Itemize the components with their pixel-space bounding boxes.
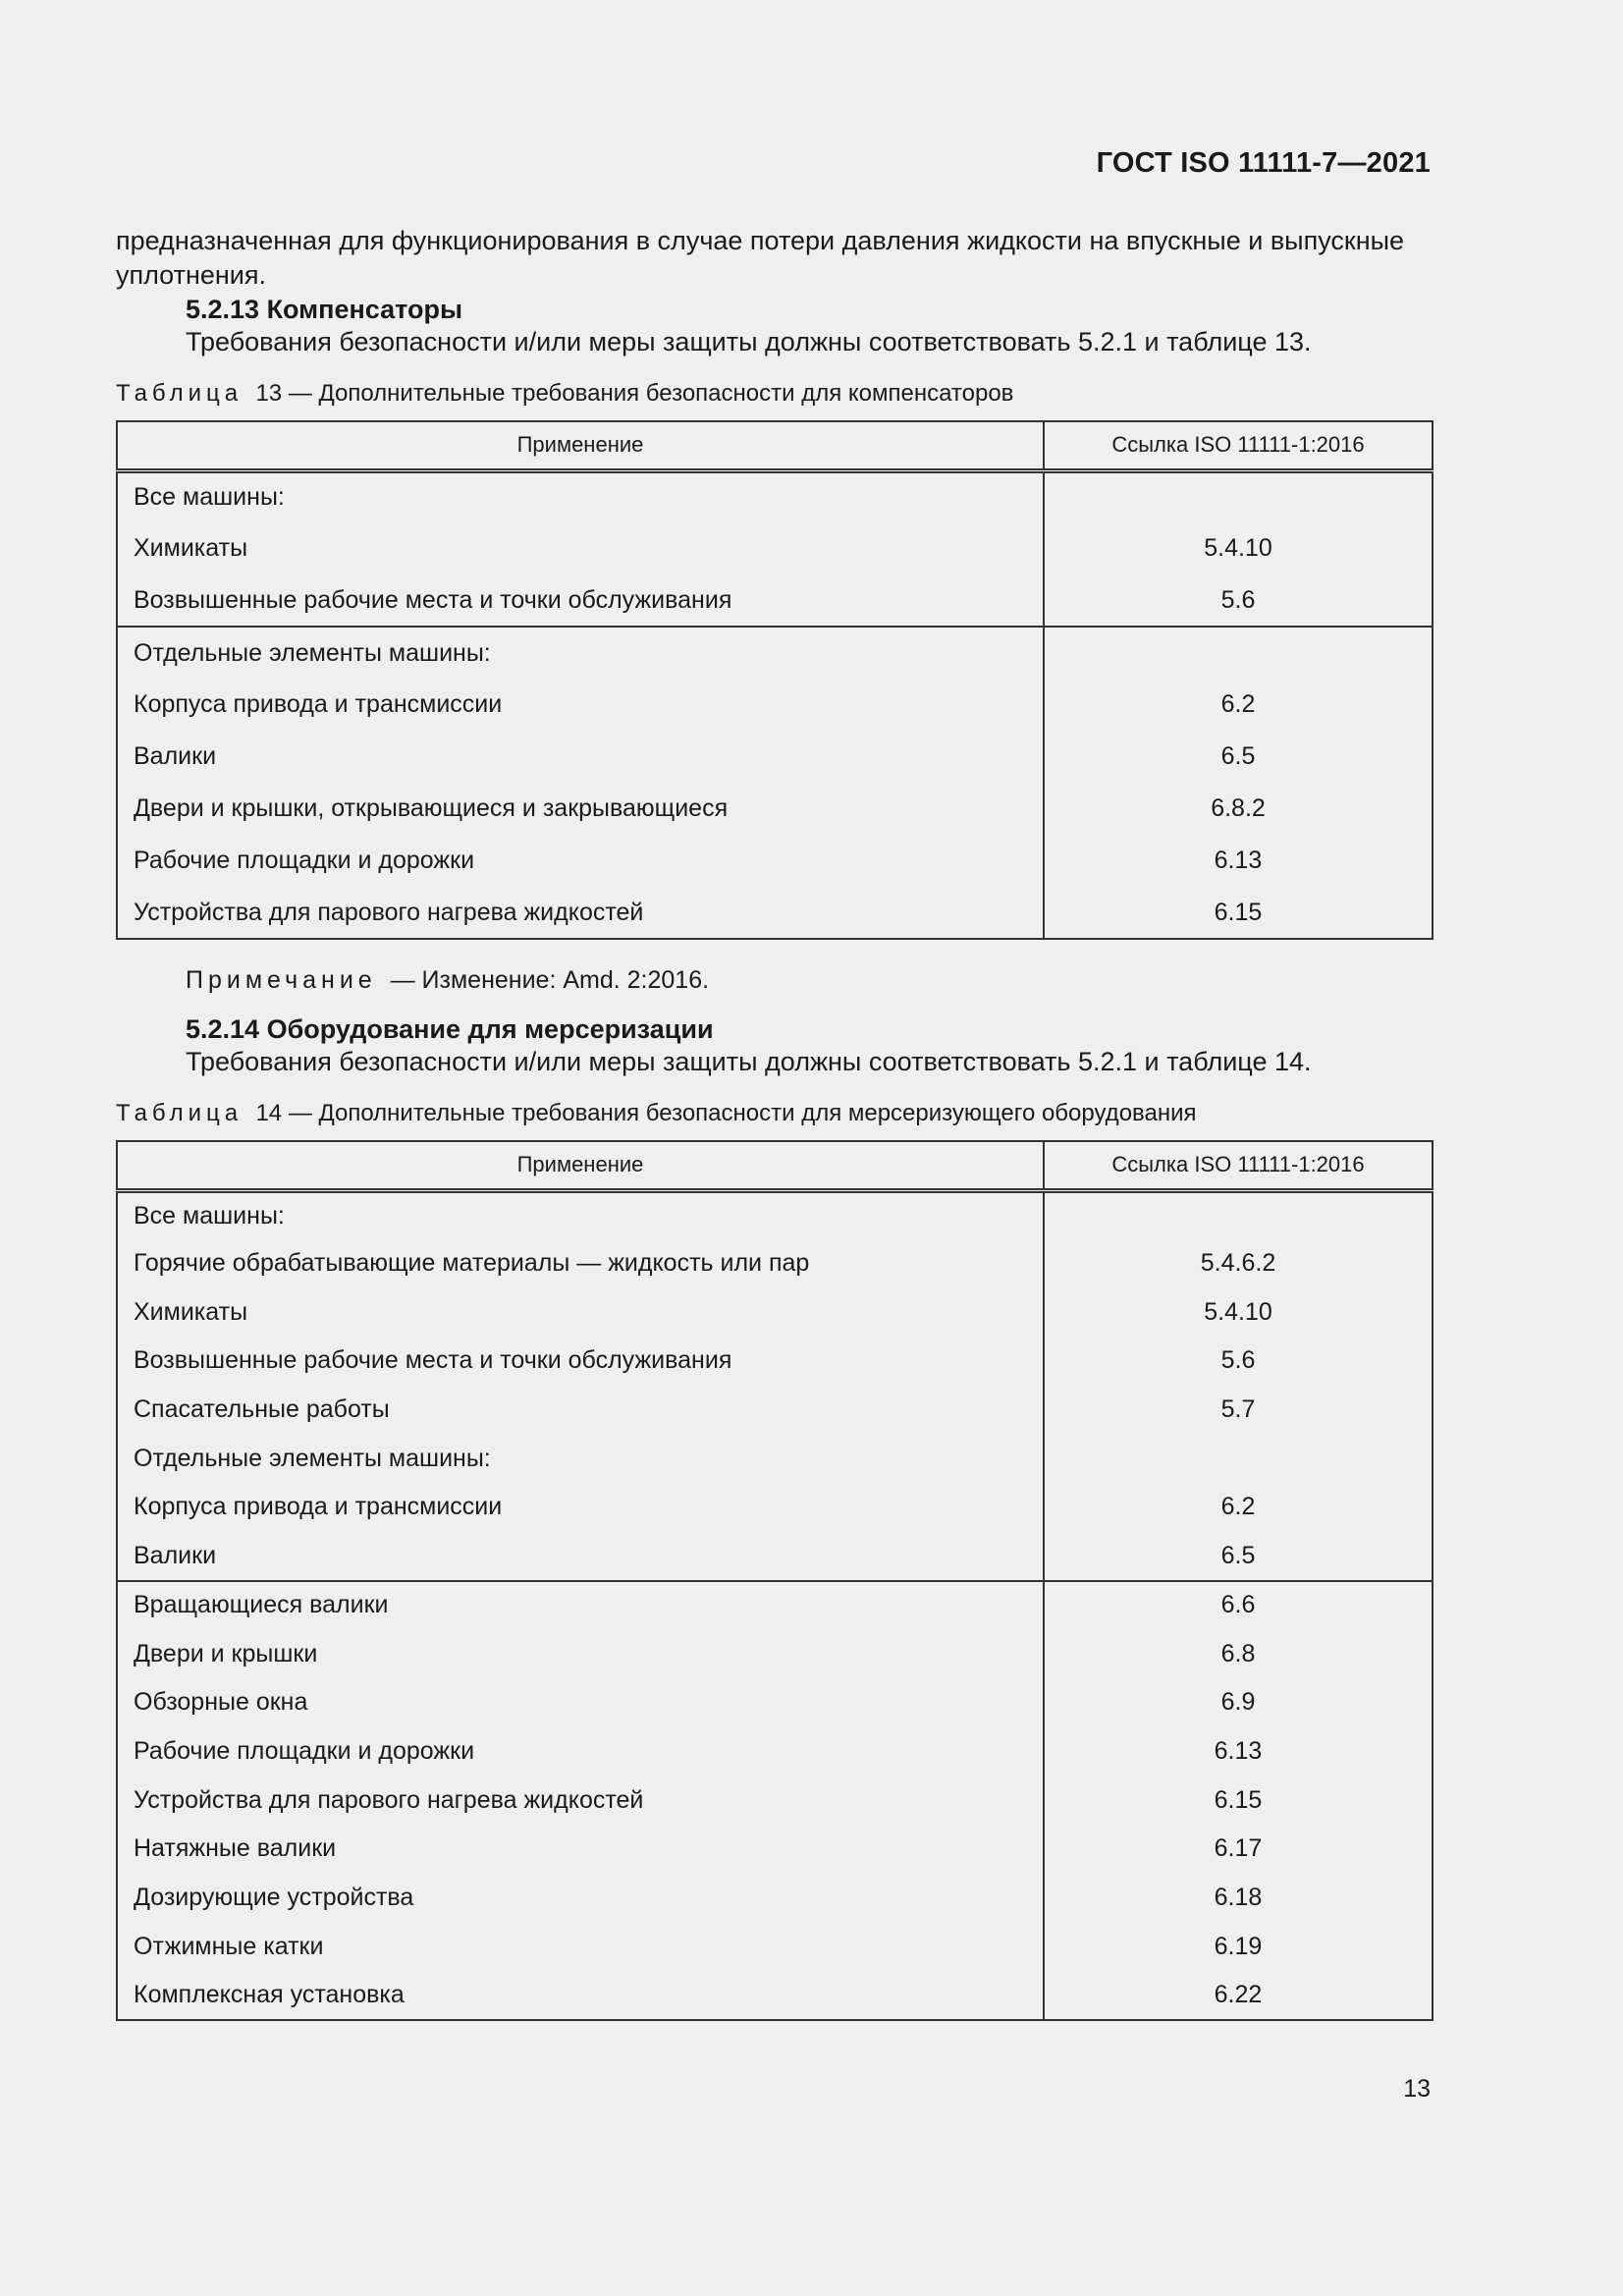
table-14-caption-label: Таблица [116,1100,243,1126]
table-13 [116,420,1434,940]
table-14-row [117,1922,1433,1971]
note-label: Примечание [186,966,377,994]
table-14-application-cell: Возвышенные рабочие места и точки обслуживания [117,1337,1044,1386]
table-14-reference-cell: 6.9 [1044,1678,1433,1727]
table-14-row [117,1874,1433,1923]
table-14-caption-text: 14 — Дополнительные требования безопасности для мерсеризующего оборудования [255,1100,1197,1126]
table-13-reference-cell [1044,627,1433,679]
table-14-row [117,1337,1433,1386]
note-text: — Изменение: Amd. 2:2016. [390,966,710,994]
table-13-reference-cell: 6.8.2 [1044,783,1433,835]
table-14-application-cell: Отжимные катки [117,1922,1044,1971]
table-14-application-cell: Дозирующие устройства [117,1874,1044,1923]
table-13-application-cell: Корпуса привода и трансмиссии [117,679,1044,731]
table-14-row [117,1971,1433,2020]
table-14-application-cell: Спасательные работы [117,1386,1044,1435]
table-14-reference-cell: 6.15 [1044,1776,1433,1825]
table-13-row [117,887,1433,939]
table-14-application-cell: Химикаты [117,1287,1044,1337]
table-13-row [117,522,1433,574]
table-14-row [117,1239,1433,1288]
table-13-reference-cell: 6.5 [1044,731,1433,783]
table-14-header-reference: Ссылка ISO 11111-1:2016 [1044,1141,1433,1190]
table-13-application-cell: Химикаты [117,522,1044,574]
table-14-reference-cell: 5.4.10 [1044,1287,1433,1337]
table-14-reference-cell: 6.17 [1044,1825,1433,1874]
table-13-application-cell: Рабочие площадки и дорожки [117,835,1044,887]
table-14-application-cell: Устройства для парового нагрева жидкостей [117,1776,1044,1825]
table-14-application-cell: Рабочие площадки и дорожки [117,1727,1044,1777]
table-14-application-cell: Отдельные элементы машины: [117,1434,1044,1483]
table-14-row [117,1825,1433,1874]
table-14-reference-cell: 6.13 [1044,1727,1433,1777]
table-14-reference-cell: 6.6 [1044,1581,1433,1630]
table-13-application-cell: Отдельные элементы машины: [117,627,1044,679]
table-13-header-application: Применение [117,421,1044,470]
table-14-reference-cell [1044,1434,1433,1483]
table-13-row [117,470,1433,522]
table-14-reference-cell: 6.19 [1044,1922,1433,1971]
table-13-row [117,627,1433,679]
page-number: 13 [1403,2075,1431,2103]
section-14-text: Требования безопасности и/или меры защиты должны соответствовать 5.2.1 и таблице 14. [186,1047,1312,1076]
table-14-reference-cell: 5.4.6.2 [1044,1239,1433,1288]
table-13-application-cell: Возвышенные рабочие места и точки обслуживания [117,574,1044,627]
table-14-application-cell: Валики [117,1532,1044,1581]
table-14-reference-cell: 6.2 [1044,1483,1433,1532]
section-13-text: Требования безопасности и/или меры защиты должны соответствовать 5.2.1 и таблице 13. [186,327,1312,356]
table-14-row [117,1287,1433,1337]
table-13-row [117,835,1433,887]
table-14-row [117,1386,1433,1435]
table-14-row [117,1190,1433,1239]
table-14-row [117,1581,1433,1630]
intro-paragraph: предназначенная для функционирования в случае потери давления жидкости на впускные и выпускные уплотнения. [116,226,1405,290]
section-13-heading: 5.2.13 Компенсаторы [186,295,463,324]
table-14-reference-cell: 6.22 [1044,1971,1433,2020]
table-14-row [117,1678,1433,1727]
table-13-note [186,965,709,995]
table-13-application-cell: Валики [117,731,1044,783]
table-14-application-cell: Все машины: [117,1190,1044,1239]
table-14-row [117,1629,1433,1678]
table-13-row [117,679,1433,731]
table-13-caption [116,379,1013,409]
table-14-row [117,1776,1433,1825]
table-13-caption-text: 13 — Дополнительные требования безопасности для компенсаторов [255,380,1014,407]
table-14-row [117,1483,1433,1532]
table-14-application-cell: Комплексная установка [117,1971,1044,2020]
section-14-heading: 5.2.14 Оборудование для мерсеризации [186,1014,714,1044]
table-14-reference-cell: 5.7 [1044,1386,1433,1435]
table-14-application-cell: Горячие обрабатывающие материалы — жидкость или пар [117,1239,1044,1288]
table-13-application-cell: Устройства для парового нагрева жидкостей [117,887,1044,939]
table-13-reference-cell: 6.15 [1044,887,1433,939]
table-14-reference-cell: 5.6 [1044,1337,1433,1386]
table-13-row [117,783,1433,835]
table-13-reference-cell: 5.4.10 [1044,522,1433,574]
table-14-application-cell: Корпуса привода и трансмиссии [117,1483,1044,1532]
table-13-row [117,574,1433,627]
table-14-row [117,1727,1433,1777]
table-14-row [117,1434,1433,1483]
table-13-reference-cell [1044,470,1433,522]
table-13-reference-cell: 5.6 [1044,574,1433,627]
table-13-header-reference: Ссылка ISO 11111-1:2016 [1044,421,1433,470]
table-14-row [117,1532,1433,1581]
table-14-caption [116,1099,1197,1128]
table-14-reference-cell: 6.8 [1044,1629,1433,1678]
table-14-application-cell: Обзорные окна [117,1678,1044,1727]
table-14-reference-cell: 6.5 [1044,1532,1433,1581]
table-13-application-cell: Все машины: [117,470,1044,522]
table-13-application-cell: Двери и крышки, открывающиеся и закрывающиеся [117,783,1044,835]
table-14-reference-cell [1044,1190,1433,1239]
table-13-caption-label: Таблица [116,380,243,407]
table-14-application-cell: Двери и крышки [117,1629,1044,1678]
table-14-header-application: Применение [117,1141,1044,1190]
table-13-row [117,731,1433,783]
table-14-application-cell: Натяжные валики [117,1825,1044,1874]
table-14 [116,1140,1434,2021]
document-code: ГОСТ ISO 11111-7—2021 [1096,147,1431,179]
table-14-application-cell: Вращающиеся валики [117,1581,1044,1630]
table-13-reference-cell: 6.2 [1044,679,1433,731]
table-13-reference-cell: 6.13 [1044,835,1433,887]
table-14-reference-cell: 6.18 [1044,1874,1433,1923]
